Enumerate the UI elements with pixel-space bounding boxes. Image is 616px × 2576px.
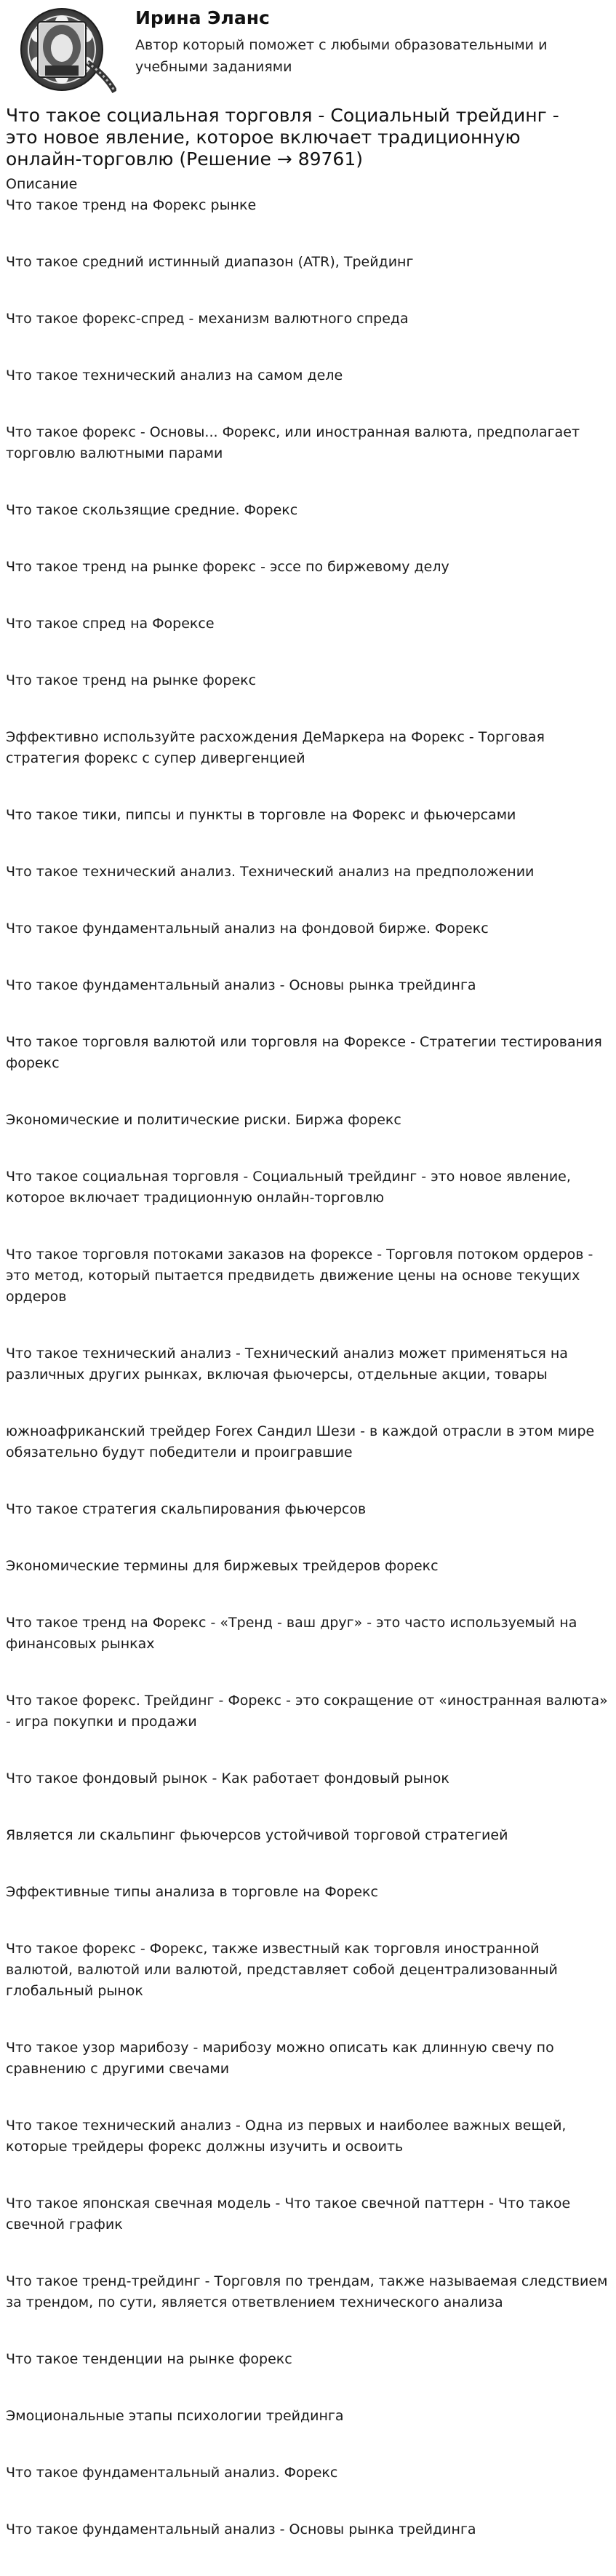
list-item <box>6 727 609 769</box>
author-name[interactable]: Ирина Эланс <box>135 7 270 28</box>
article-link[interactable]: южноафриканский трейдер Forex Сандил Шези - в каждой отрасли в этом мире обязательно будут победители и проигравшие <box>6 1423 595 1460</box>
article-link[interactable]: Что такое фондовый рынок - Как работает фондовый рынок <box>6 1770 449 1786</box>
article-link[interactable]: Что такое фундаментальный анализ - Основы рынка трейдинга <box>6 2521 476 2537</box>
list-item <box>6 975 609 996</box>
article-title: Что такое социальная торговля - Социальный трейдинг - это новое явление, которое включает традиционную онлайн-торговлю (Решение → 89761) <box>6 105 559 170</box>
list-item <box>6 862 609 883</box>
article-link[interactable]: Что такое средний истинный диапазон (ATR), Трейдинг <box>6 254 414 270</box>
list-item <box>6 1825 609 1846</box>
list-item <box>6 805 609 826</box>
article-link[interactable]: Что такое торговля валютой или торговля на Форексе - Стратегии тестирования форекс <box>6 1034 602 1071</box>
list-item <box>6 1939 609 2002</box>
article-link[interactable]: Что такое фундаментальный анализ на фондовой бирже. Форекс <box>6 921 489 937</box>
author-avatar-film-reel-icon[interactable] <box>7 6 116 93</box>
article-link[interactable]: Что такое торговля потоками заказов на форексе - Торговля потоком ордеров - это метод, который пытается предвидеть движение цены на основе текущих ордеров <box>6 1247 593 1305</box>
article-link[interactable]: Что такое фундаментальный анализ - Основы рынка трейдинга <box>6 977 476 993</box>
list-item <box>6 1244 609 1308</box>
article-link[interactable]: Что такое форекс. Трейдинг - Форекс - это сокращение от «иностранная валюта» - игра покупки и продажи <box>6 1693 608 1730</box>
article-link[interactable]: Что такое скользящие средние. Форекс <box>6 502 298 518</box>
article-link[interactable]: Что такое тренд на рынке форекс <box>6 672 257 688</box>
article-link[interactable]: Экономические и политические риски. Биржа форекс <box>6 1112 401 1128</box>
list-item <box>6 557 609 578</box>
author-card <box>0 0 616 102</box>
list-item <box>6 918 609 939</box>
article-link[interactable]: Что такое форекс-спред - механизм валютного спреда <box>6 311 409 327</box>
article-link[interactable]: Что такое фундаментальный анализ. Форекс <box>6 2465 338 2481</box>
list-item <box>6 1499 609 1520</box>
article-link[interactable]: Что такое социальная торговля - Социальный трейдинг - это новое явление, которое включает традиционную онлайн-торговлю <box>6 1169 571 1206</box>
list-item <box>6 1690 609 1733</box>
list-item <box>6 1556 609 1577</box>
list-item <box>6 422 609 464</box>
list-item <box>6 2115 609 2158</box>
list-item <box>6 365 609 386</box>
list-item <box>6 2193 609 2235</box>
related-articles-list <box>6 195 609 2576</box>
list-item <box>6 2271 609 2313</box>
list-item <box>6 2519 609 2540</box>
article-link[interactable]: Что такое тренд на рынке форекс - эссе по биржевому делу <box>6 559 449 575</box>
article-link[interactable]: Что такое стратегия скальпирования фьючерсов <box>6 1501 367 1517</box>
article-link[interactable]: Что такое узор марибозу - марибозу можно описать как длинную свечу по сравнению с другими свечами <box>6 2040 554 2077</box>
list-item <box>6 195 609 216</box>
list-item <box>6 2462 609 2484</box>
article-link[interactable]: Что такое тренд на Форекс - «Тренд - ваш друг» - это часто используемый на финансовых рынках <box>6 1615 577 1652</box>
list-item <box>6 1343 609 1386</box>
article-link[interactable]: Эмоциональные этапы психологии трейдинга <box>6 2408 344 2424</box>
article-link[interactable]: Эффективно используйте расхождения ДеМаркера на Форекс - Торговая стратегия форекс с супер дивергенцией <box>6 729 545 766</box>
article-link[interactable]: Что такое тики, пипсы и пункты в торговле на Форекс и фьючерсами <box>6 807 516 823</box>
list-item <box>6 309 609 330</box>
list-item <box>6 1110 609 1131</box>
list-item <box>6 1613 609 1655</box>
article-link[interactable]: Что такое форекс - Форекс, также известный как торговля иностранной валютой, валютой или валютой, представляет собой децентрализованный глобальный рынок <box>6 1941 558 1999</box>
article-link[interactable]: Экономические термины для биржевых трейдеров форекс <box>6 1558 439 1574</box>
article-link[interactable]: Что такое технический анализ - Одна из первых и наиболее важных вещей, которые трейдеры форекс должны изучить и освоить <box>6 2118 567 2155</box>
article-link[interactable]: Что такое японская свечная модель - Что такое свечной паттерн - Что такое свечной график <box>6 2195 571 2233</box>
list-item <box>6 1768 609 1789</box>
author-description: Автор который поможет с любыми образовательными и учебными заданиями <box>135 37 548 75</box>
list-item <box>6 2406 609 2427</box>
list-item <box>6 2038 609 2080</box>
article-link[interactable]: Что такое тренд на Форекс рынке <box>6 197 257 213</box>
list-item <box>6 2349 609 2370</box>
article-link[interactable]: Является ли скальпинг фьючерсов устойчивой торговой стратегией <box>6 1827 508 1843</box>
list-item <box>6 1166 609 1209</box>
article-link[interactable]: Что такое технический анализ. Технический анализ на предположении <box>6 864 535 880</box>
article-link[interactable]: Что такое технический анализ - Технический анализ может применяться на различных других рынках, включая фьючерсы, отдельные акции, товары <box>6 1345 568 1383</box>
list-item <box>6 1421 609 1463</box>
article-link[interactable]: Что такое тренд-трейдинг - Торговля по трендам, также называемая следствием за трендом, по сути, является ответвлением технического анализа <box>6 2273 608 2310</box>
list-item <box>6 500 609 521</box>
list-item <box>6 1882 609 1903</box>
description-label: Описание <box>6 176 78 192</box>
list-item <box>6 252 609 273</box>
list-item <box>6 1032 609 1074</box>
article-link[interactable]: Эффективные типы анализа в торговле на Форекс <box>6 1884 378 1900</box>
article-link[interactable]: Что такое форекс - Основы... Форекс, или иностранная валюта, предполагает торговлю валютными парами <box>6 424 580 461</box>
list-item <box>6 613 609 635</box>
article-link[interactable]: Что такое технический анализ на самом деле <box>6 367 343 383</box>
article-link[interactable]: Что такое спред на Форексе <box>6 616 215 632</box>
list-item <box>6 670 609 691</box>
article-link[interactable]: Что такое тенденции на рынке форекс <box>6 2351 292 2367</box>
